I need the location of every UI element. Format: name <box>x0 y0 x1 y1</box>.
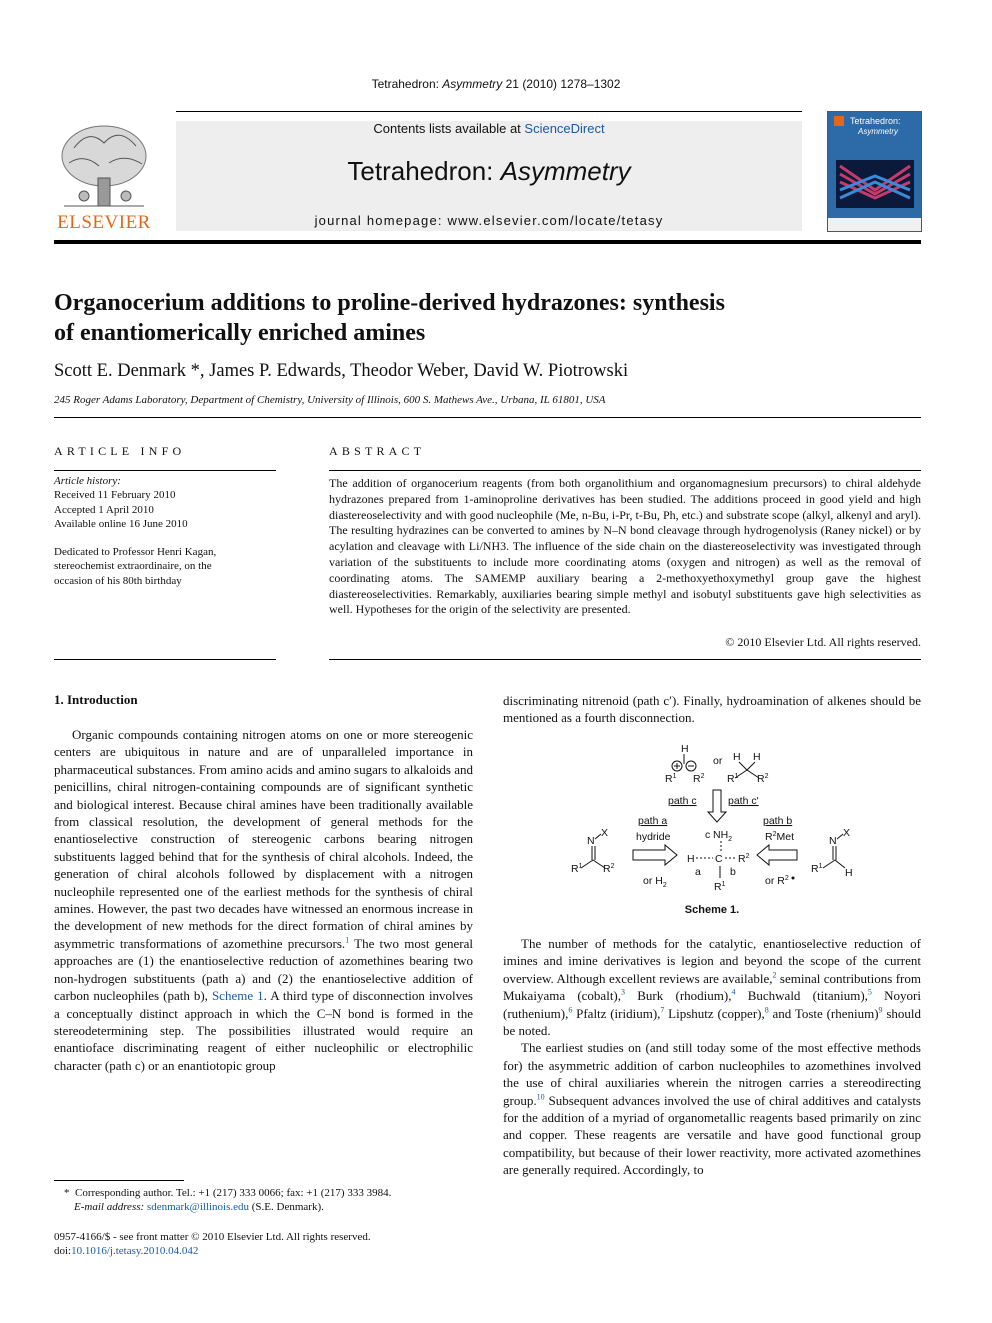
scheme-left-x: X <box>601 827 609 839</box>
ref-1[interactable]: 1 <box>345 935 350 945</box>
cover-badge <box>834 116 844 126</box>
scheme-or-r2: or $R^2$ <box>765 875 789 887</box>
scheme-r2met: $R^2Met$ <box>765 831 795 843</box>
intro-paragraph-3: The earliest studies on (and still today some of the most effective methods for) the asymmetric addition of carbon nucleophiles to azomethines involved the use of chiral auxiliaries wherein the nitrogen carries a stereodirecting group.$^{10}$ Subsequent advances involved the use of chiral additives and catalysts for the addition of a myriad of organometallic reagents based primarily on zinc and copper. These reagents are versatile and have good functional group compatibility, but because of their lower reactivity, more activated azomethines are generally required. Accordingly, to <box>503 1040 921 1178</box>
scheme-hydride: hydride <box>636 831 671 843</box>
cover-artwork <box>836 160 914 208</box>
affiliation: 245 Roger Adams Laboratory, Department of Chemistry, University of Illinois, 600 S. Mathews Ave., Urbana, IL 61801, USA <box>54 394 606 406</box>
scheme-or-h2: or $H_2$ <box>643 875 667 889</box>
ref-10[interactable]: 10 <box>536 1092 545 1102</box>
journal-title: Tetrahedron: Asymmetry <box>347 156 631 186</box>
title-rule <box>54 417 921 418</box>
scheme-left-r1: $R^1$ <box>571 863 583 875</box>
contents-line: Contents lists available at ScienceDirect <box>373 121 605 136</box>
scheme-top-r1b: $R^1$ <box>727 773 739 785</box>
scheme-nh2: $NH_2$ <box>713 829 733 843</box>
doi-link[interactable]: 10.1016/j.tetasy.2010.04.042 <box>71 1245 199 1257</box>
scheme-path-c: path c <box>668 795 697 807</box>
front-matter: 0957-4166/$ - see front matter © 2010 Elsevier Ltd. All rights reserved. doi:10.1016/j.tetasy.2010.04.042 <box>54 1231 371 1257</box>
cover-subtitle: Asymmetry <box>858 127 898 136</box>
abstract-rule-top <box>329 470 921 471</box>
cover-title: Tetrahedron: <box>850 116 901 126</box>
scheme-top-h2: H <box>733 751 741 763</box>
intro-paragraph-2: The number of methods for the catalytic, enantioselective reduction of imines and imine derivatives is legion and beyond the scope of the current overview. Although excellent reviews are available,$^2$ seminal contributions from Mukaiyama (cobalt),$^3$ Burk (rhodium),$^4$ Buchwald (titanium),$^5$ Noyori (ruthenium),$^6$ Pfaltz (iridium),$^7$ Lipshutz (copper),$^8$ and Toste (rhenium)$^9$ should be noted. <box>503 936 921 1039</box>
intro-left-column <box>54 726 473 1074</box>
scheme-path-a: path a <box>638 815 668 827</box>
scheme-path-b: path b <box>763 815 793 827</box>
intro-right-column-top: discriminating nitrenoid (path c′). Finally, hydroamination of alkenes should be mentioned as a fourth disconnection. <box>503 693 921 726</box>
scheme-or-top: or <box>713 755 723 767</box>
scheme-left-n: N <box>587 835 595 847</box>
article-info-heading: ARTICLE INFO <box>54 444 186 458</box>
scheme-arrow-down <box>708 790 726 822</box>
scheme-1-diagram <box>565 742 865 894</box>
scheme-top-r2b: $R^2$ <box>757 773 769 785</box>
scheme-arrow-right <box>633 845 677 865</box>
abstract-heading: ABSTRACT <box>329 444 426 458</box>
ref-5[interactable]: 5 <box>867 987 872 997</box>
scheme-bond-c: c <box>705 829 711 841</box>
section-heading-introduction: 1. Introduction <box>54 692 138 707</box>
scheme-bond-a: a <box>695 866 701 878</box>
journal-cover-image <box>827 111 922 232</box>
abstract-copyright: © 2010 Elsevier Ltd. All rights reserved. <box>725 635 921 649</box>
info-rule-bottom <box>54 659 276 660</box>
scheme-top-r2: $R^2$ <box>693 773 705 785</box>
scheme-top-r1: $R^1$ <box>665 773 677 785</box>
scheme-path-c-prime: path c' <box>728 795 759 807</box>
scheme-right-h: H <box>845 867 853 879</box>
scheme-top-h1: H <box>681 743 689 755</box>
ref-8[interactable]: 8 <box>764 1005 769 1015</box>
ref-6[interactable]: 6 <box>568 1005 573 1015</box>
scheme-right-r1: $R^1$ <box>811 863 823 875</box>
cover-footer <box>828 218 921 231</box>
scheme-center-r1: $R^1$ <box>714 881 726 893</box>
info-rule-top <box>54 470 276 471</box>
scheme-center-h: H <box>687 853 695 865</box>
scheme-right-x: X <box>843 827 851 839</box>
author-email-link[interactable]: sdenmark@illinois.edu <box>146 1201 250 1213</box>
scheme-bond-b: b <box>730 866 736 878</box>
scheme-left-r2: $R^2$ <box>603 863 615 875</box>
author-list: Scott E. Denmark *, James P. Edwards, Theodor Weber, David W. Piotrowski <box>54 361 629 381</box>
scheme-center-r2: $R^2$ <box>738 853 750 865</box>
ref-7[interactable]: 7 <box>660 1005 665 1015</box>
header-top-rule <box>176 111 802 112</box>
intro-right-column-bottom <box>503 935 921 1179</box>
scheme-top-h3: H <box>753 751 761 763</box>
ref-4[interactable]: 4 <box>731 987 736 997</box>
scheme-arrow-left <box>757 845 797 865</box>
intro-paragraph-1: Organic compounds containing nitrogen atoms on one or more stereogenic centers are ubiquitous in nature and are of unparalleled importance in pharmaceutical substances. From amino acids and amino sugars to alkaloids and penicillins, chiral nitrogen-containing compounds are of significant synthetic and biological interest. Because chiral amines have been traditionally available from classical resolution, the development of general methods for the enantioselective construction of stereogenic carbons bearing nitrogen substituents lagged behind that for the synthesis of chiral alcohols. Indeed, the generation of chiral alcohols followed by displacement with a nitrogen nucleophile represented one of the earliest methods for the synthesis of chiral amines. However, the past two decades have witnessed an enormous increase in the development of new methods for the direct formation of chiral amines by asymmetric transformations of azomethine precursors.$^1$ The two most general approaches are (1) the enantioselective reduction of azomethines bearing two non-hydrogen substituents (path a) and (2) the enantioselective addition of carbon nucleophiles (path b), Scheme 1. A third type of disconnection involves a conceptually distinct approach in which the C–N bond is formed in the stereodetermining step. The possibilities illustrated would require an enantioface discriminating reagent of either nucleophilic or electrophilic character (path c) or an enantiotopic group <box>54 727 473 1073</box>
ref-3[interactable]: 3 <box>621 987 626 997</box>
corresponding-author-footnote: * Corresponding author. Tel.: +1 (217) 333 0066; fax: +1 (217) 333 3984. E-mail address: sdenmark@illinois.edu (S.E. Denmark). <box>64 1187 392 1213</box>
scheme-right-n: N <box>829 835 837 847</box>
journal-citation: Tetrahedron: Asymmetry 21 (2010) 1278–1302 <box>371 77 621 91</box>
scheme-center-c: C <box>715 853 723 865</box>
abstract-text: The addition of organocerium reagents (from both organolithium and organomagnesium precursors) to chiral aldehyde hydrazones prepared from 1-aminoproline derivatives has been studied. The additions proceed in good yield and high diastereoselectivity and with good nucleophile (Me, n-Bu, i-Pr, t-Bu, Ph, etc.) and substrate scope (alkyl, alkenyl and aryl). The resulting hydrazines can be converted to amines by N–N bond cleavage through hydrogenolysis (Raney nickel) or by acylation and cleavage with Li/NH3. The influence of the side chain on the diastereoselectivity was investigated through variation of the substituents to include more coordinating atoms (oxygen and nitrogen) as well as the removal of coordinating atoms. The SAMEMP auxiliary bearing a 2-methoxyethoxymethyl group gave the highest diastereoselectivities. Remarkably, auxiliaries bearing simple methyl and isobutyl substituents gave high selectivities as well. Hypotheses for the origin of the selectivity are presented. <box>329 476 921 617</box>
publisher-logo-text: ELSEVIER <box>57 212 151 233</box>
footnote-rule <box>54 1180 184 1181</box>
journal-homepage[interactable]: journal homepage: www.elsevier.com/locate/tetasy <box>314 213 664 228</box>
sciencedirect-link[interactable]: ScienceDirect <box>524 121 605 136</box>
scheme-1-caption: Scheme 1. <box>684 904 740 916</box>
ref-9[interactable]: 9 <box>878 1005 883 1015</box>
abstract-rule-bottom <box>329 659 921 660</box>
article-history: Article history: Received 11 February 2010 Accepted 1 April 2010 Available online 16 June 2010 Dedicated to Professor Henri Kagan, stereochemist extraordinaire, on the occasion of his 80th birthday <box>54 475 217 587</box>
article-title: Organocerium additions to proline-derived hydrazones: synthesis of enantiomerically enriched amines <box>54 290 725 346</box>
scheme-1-link[interactable]: Scheme 1 <box>211 988 264 1004</box>
ref-2[interactable]: 2 <box>772 970 777 980</box>
header-thick-rule <box>54 240 921 244</box>
